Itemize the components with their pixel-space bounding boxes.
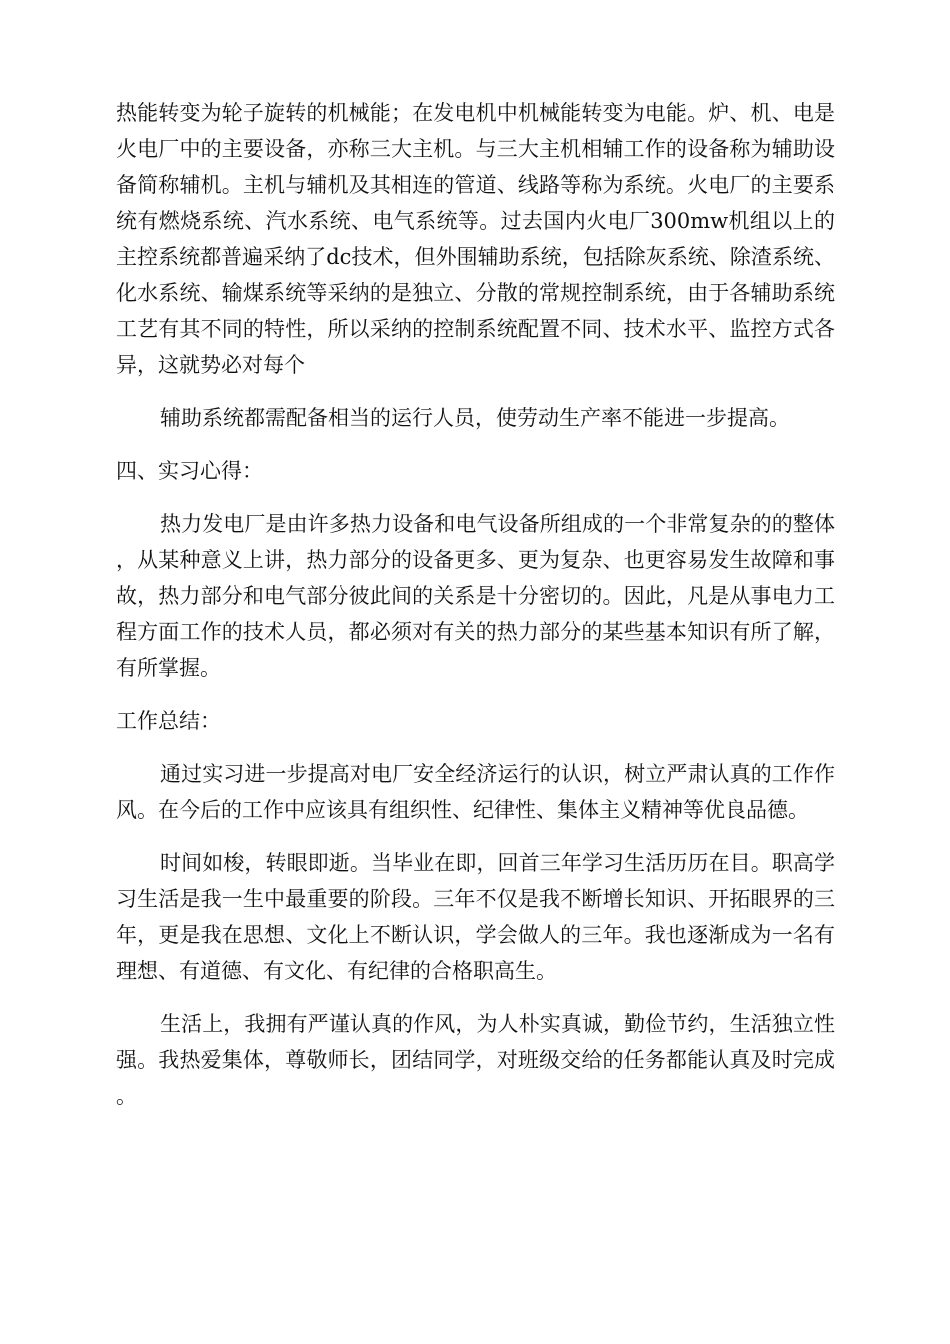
paragraph-thermal-power-plant: 热力发电厂是由许多热力设备和电气设备所组成的一个非常复杂的的整体，从某种意义上讲，热力部分的设备更多、更为复杂、也更容易发生故障和事故，热力部分和电气部分彼此间的关系是十分密切的。因此，凡是从事电力工程方面工作的技术人员，都必须对有关的热力部分的某些基本知识有所了解，有所掌握。 (116, 512, 835, 680)
document-page (116, 95, 835, 1131)
heading-work-summary: 工作总结： (116, 709, 221, 733)
paragraph-graduation-reflection: 时间如梭，转眼即逝。当毕业在即，回首三年学习生活历历在目。职高学习生活是我一生中最重要的阶段。三年不仅是我不断增长知识、开拓眼界的三年，更是我在思想、文化上不断认识，学会做人的三年。我也逐渐成为一名有理想、有道德、有文化、有纪律的合格职高生。 (116, 851, 835, 983)
heading-internship-reflections: 四、实习心得： (116, 459, 263, 483)
paragraph-safety-awareness: 通过实习进一步提高对电厂安全经济运行的认识，树立严肃认真的工作作风。在今后的工作中应该具有组织性、纪律性、集体主义精神等优良品德。 (116, 762, 835, 822)
paragraph-thermal-conversion: 热能转变为轮子旋转的机械能；在发电机中机械能转变为电能。炉、机、电是火电厂中的主要设备，亦称三大主机。与三大主机相辅工作的设备称为辅助设备简称辅机。主机与辅机及其相连的管道、线路等称为系统。火电厂的主要系统有燃烧系统、汽水系统、电气系统等。过去国内火电厂300mw机组以上的主控系统都普遍采纳了dc技术，但外围辅助系统，包括除灰系统、除渣系统、化水系统、输煤系统等采纳的是独立、分散的常规控制系统，由于各辅助系统工艺有其不同的特性，所以采纳的控制系统配置不同、技术水平、监控方式各异，这就势必对每个 (116, 101, 835, 377)
paragraph-personal-life: 生活上，我拥有严谨认真的作风，为人朴实真诚，勤俭节约，生活独立性强。我热爱集体，尊敬师长，团结同学，对班级交给的任务都能认真及时完成。 (116, 1012, 835, 1108)
paragraph-auxiliary-staffing: 辅助系统都需配备相当的运行人员，使劳动生产率不能进一步提高。 (160, 406, 790, 430)
